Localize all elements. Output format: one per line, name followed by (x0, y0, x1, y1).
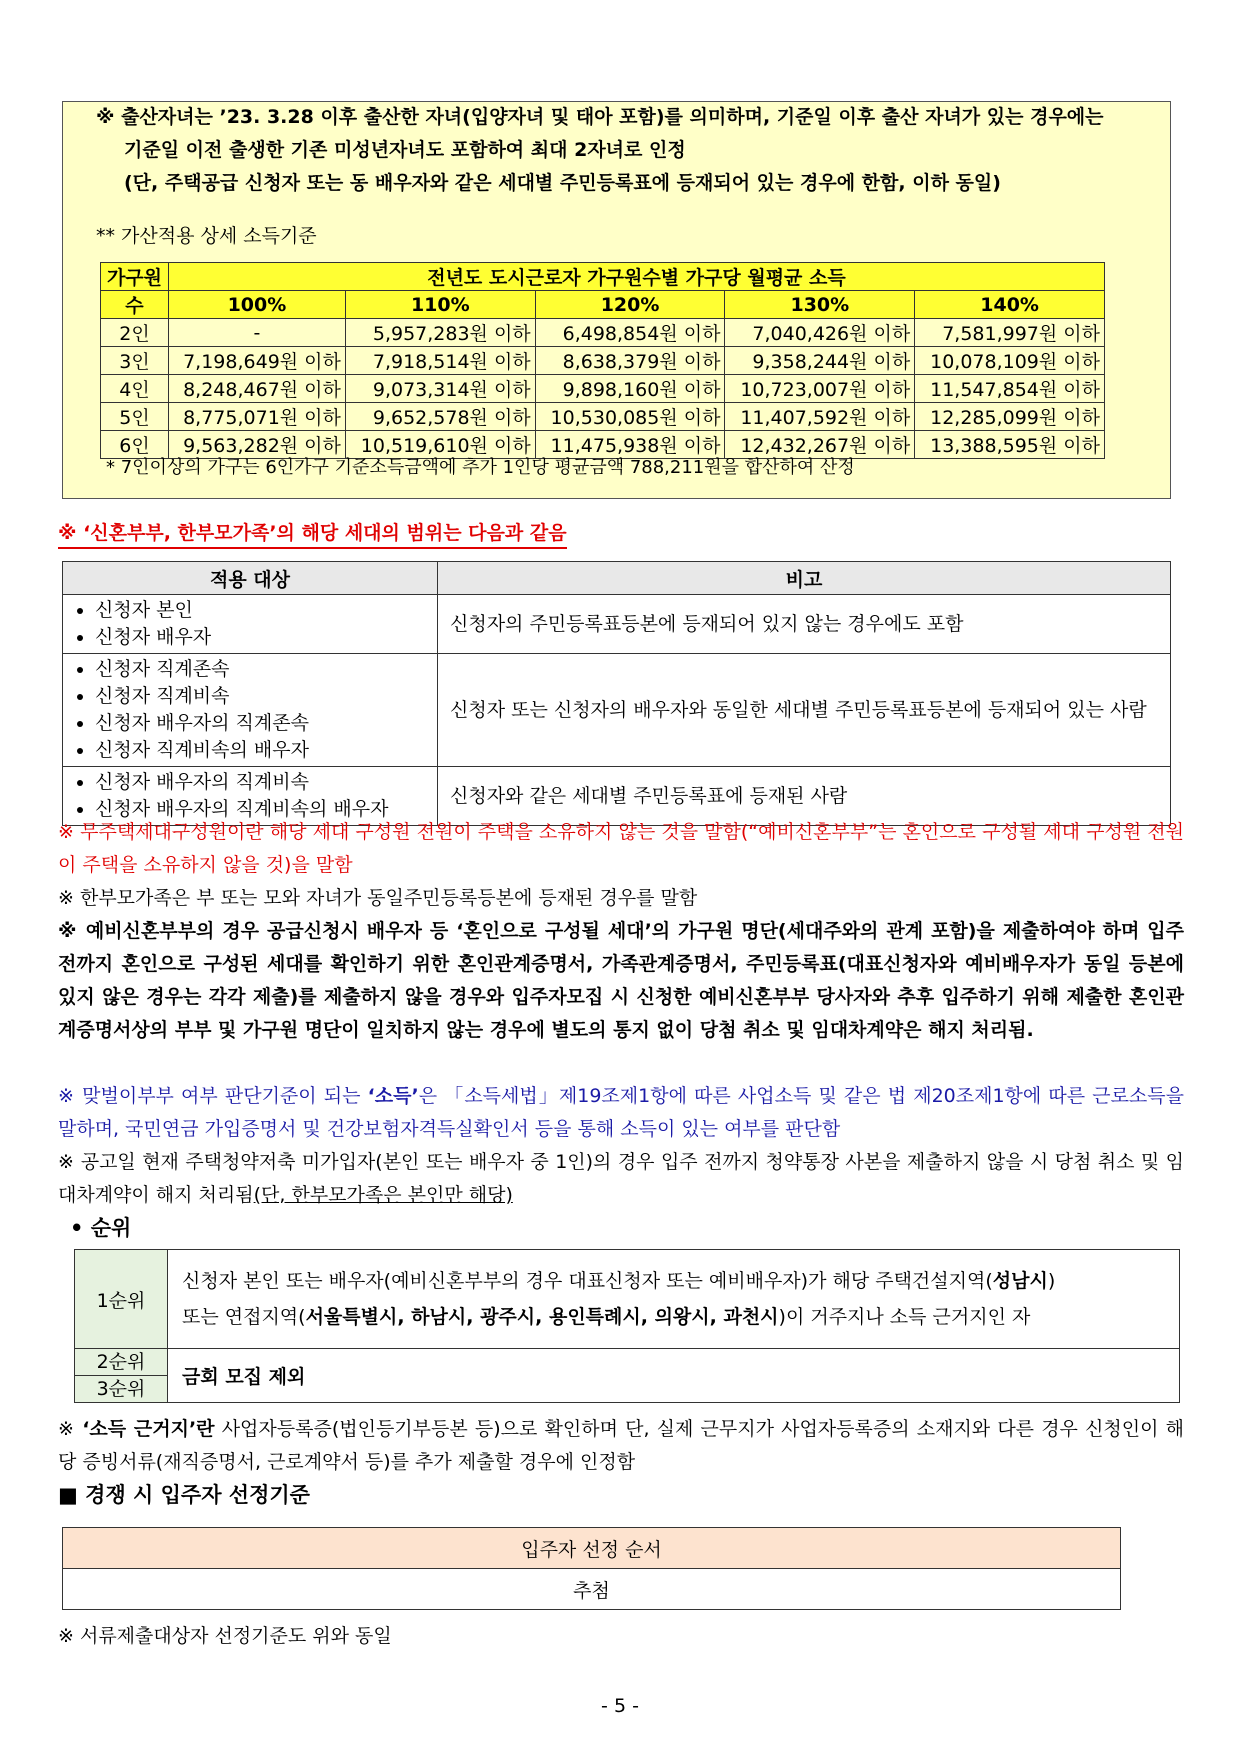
note-line: 기준일 이전 출생한 기존 미성년자녀도 포함하여 최대 2자녀로 인정 (124, 139, 686, 161)
subscription-note: ※ 공고일 현재 주택청약저축 미가입자(본인 또는 배우자 중 1인)의 경우 입주 전까지 청약통장 사본을 제출하지 않을 시 당첨 취소 및 임대차계약이 해지 처리됨(단, 한부모가족은 본인만 해당) (58, 1151, 1184, 1206)
table-row (101, 375, 1105, 403)
household-size-cell: 5인 (101, 403, 169, 431)
list-item: • 신청자 본인 (95, 597, 425, 624)
income-percent-header: 100% (168, 291, 345, 319)
household-size-header: 가구원 (101, 263, 169, 291)
selection-note: ※ 서류제출대상자 선정기준도 위와 동일 (58, 1625, 392, 1647)
income-value-cell: 9,652,578원 이하 (345, 403, 535, 431)
scope-col-remark: 비고 (438, 562, 1171, 595)
list-item: • 신청자 배우자의 직계비속 (95, 769, 425, 796)
income-table-title: 전년도 도시근로자 가구원수별 가구당 월평균 소득 (168, 263, 1104, 291)
selection-table (62, 1527, 1121, 1610)
income-value-cell: 11,407,592원 이하 (725, 403, 915, 431)
household-size-cell: 3인 (101, 347, 169, 375)
table-row (101, 319, 1105, 347)
income-detail-label: ** 가산적용 상세 소득기준 (96, 225, 317, 247)
income-value-cell: 7,581,997원 이하 (915, 319, 1105, 347)
scope-remark-cell: 신청자 또는 신청자의 배우자와 동일한 세대별 주민등록표등본에 등재되어 있는 사람 (438, 654, 1171, 767)
rank-heading: • 순위 (70, 1216, 132, 1240)
scope-heading: ※ ‘신혼부부, 한부모가족’의 해당 세대의 범위는 다음과 같음 (58, 519, 567, 549)
list-item: • 신청자 직계존속 (95, 656, 425, 683)
scope-remark-cell: 신청자의 주민등록표등본에 등재되어 있지 않는 경우에도 포함 (438, 595, 1171, 654)
income-value-cell: 9,358,244원 이하 (725, 347, 915, 375)
income-value-cell: 12,285,099원 이하 (915, 403, 1105, 431)
note-line: ※ 출산자녀는 ’23. 3.28 이후 출산한 자녀(입양자녀 및 태아 포함)를 의미하며, 기준일 이후 출산 자녀가 있는 경우에는 (96, 106, 1104, 128)
household-size-header: 수 (101, 291, 169, 319)
household-size-cell: 6인 (101, 431, 169, 459)
scope-targets-cell (63, 595, 438, 654)
single-parent-note: ※ 한부모가족은 부 또는 모와 자녀가 동일주민등록등본에 등재된 경우를 말함 (58, 887, 698, 909)
page-number: - 5 - (601, 1695, 639, 1717)
table-row (63, 595, 1171, 654)
income-value-cell: 8,638,379원 이하 (535, 347, 725, 375)
income-value-cell: 9,563,282원 이하 (168, 431, 345, 459)
rank-1-desc: 신청자 본인 또는 배우자(예비신혼부부의 경우 대표신청자 또는 예비배우자)가 해당 주택건설지역(성남시) 또는 연접지역(서울특별시, 하남시, 광주시, 용인특례시, 의왕시, 과천시)이 거주지나 소득 근거지인 자 (168, 1250, 1180, 1349)
income-value-cell: 10,519,610원 이하 (345, 431, 535, 459)
income-value-cell: 8,248,467원 이하 (168, 375, 345, 403)
scope-remark-cell: 신청자와 같은 세대별 주민등록표에 등재된 사람 (438, 767, 1171, 826)
income-value-cell: 7,040,426원 이하 (725, 319, 915, 347)
selection-heading: ■ 경쟁 시 입주자 선정기준 (58, 1483, 310, 1507)
rank-2-label: 2순위 (75, 1349, 168, 1376)
income-value-cell: 9,898,160원 이하 (535, 375, 725, 403)
income-value-cell: 10,078,109원 이하 (915, 347, 1105, 375)
income-value-cell: 12,432,267원 이하 (725, 431, 915, 459)
table-row (101, 347, 1105, 375)
income-percent-header: 140% (915, 291, 1105, 319)
income-value-cell: 9,073,314원 이하 (345, 375, 535, 403)
income-value-cell: 10,530,085원 이하 (535, 403, 725, 431)
income-percent-header: 120% (535, 291, 725, 319)
income-percent-header: 110% (345, 291, 535, 319)
table-row (63, 654, 1171, 767)
income-value-cell: 11,547,854원 이하 (915, 375, 1105, 403)
note-line: (단, 주택공급 신청자 또는 동 배우자와 같은 세대별 주민등록표에 등재되어 있는 경우에 한함, 이하 동일) (124, 172, 1001, 194)
household-size-cell: 4인 (101, 375, 169, 403)
income-value-cell: 8,775,071원 이하 (168, 403, 345, 431)
household-scope-table (62, 561, 1171, 826)
dual-income-note: ※ 맞벌이부부 여부 판단기준이 되는 ‘소득’은 「소득세법」제19조제1항에 따른 사업소득 및 같은 법 제20조제1항에 따른 근로소득을 말하며, 국민연금 가입증명서 및 건강보험자격득실확인서 등을 통해 소득이 있는 여부를 판단함 (58, 1085, 1184, 1140)
scope-targets-cell (63, 654, 438, 767)
table-row (101, 403, 1105, 431)
income-base-note: ※ ‘소득 근거지’란 사업자등록증(법인등기부등본 등)으로 확인하며 단, 실제 근무지가 사업자등록증의 소재지와 다른 경우 신청인이 해당 증빙서류(재직증명서, 근로계약서 등)를 추가 제출할 경우에 인정함 (58, 1418, 1184, 1473)
income-table (100, 262, 1105, 459)
income-value-cell: 6,498,854원 이하 (535, 319, 725, 347)
income-value-cell: - (168, 319, 345, 347)
income-value-cell: 7,198,649원 이하 (168, 347, 345, 375)
rank-2-3-desc: 금회 모집 제외 (168, 1349, 1180, 1403)
income-value-cell: 13,388,595원 이하 (915, 431, 1105, 459)
scope-col-target: 적용 대상 (63, 562, 438, 595)
rank-3-label: 3순위 (75, 1376, 168, 1403)
income-value-cell: 11,475,938원 이하 (535, 431, 725, 459)
birth-child-note (96, 101, 1176, 200)
list-item: • 신청자 배우자의 직계비속의 배우자 (95, 796, 425, 823)
income-value-cell: 10,723,007원 이하 (725, 375, 915, 403)
income-percent-header: 130% (725, 291, 915, 319)
rank-1-label: 1순위 (75, 1250, 168, 1349)
list-item: • 신청자 직계비속 (95, 683, 425, 710)
income-footnote: * 7인이상의 가구는 6인가구 기준소득금액에 추가 1인당 평균금액 788,211원을 합산하여 산정 (106, 457, 855, 478)
selection-value: 추첨 (63, 1569, 1121, 1610)
rank-table (74, 1249, 1180, 1403)
list-item: • 신청자 직계비속의 배우자 (95, 737, 425, 764)
income-value-cell: 5,957,283원 이하 (345, 319, 535, 347)
list-item: • 신청자 배우자의 직계존속 (95, 710, 425, 737)
no-house-note: ※ 무주택세대구성원이란 해당 세대 구성원 전원이 주택을 소유하지 않는 것을 말함(“예비신혼부부”는 혼인으로 구성될 세대 구성원 전원이 주택을 소유하지 않을 것)을 말함 (58, 821, 1184, 876)
list-item: • 신청자 배우자 (95, 624, 425, 651)
household-size-cell: 2인 (101, 319, 169, 347)
selection-head: 입주자 선정 순서 (63, 1528, 1121, 1569)
pre-newlywed-note: ※ 예비신혼부부의 경우 공급신청시 배우자 등 ‘혼인으로 구성될 세대’의 가구원 명단(세대주와의 관계 포함)을 제출하여야 하며 입주 전까지 혼인으로 구성된 세대를 확인하기 위한 혼인관계증명서, 가족관계증명서, 주민등록표(대표신청자와 예비배우자가 동일 등본에 있지 않은 경우는 각각 제출)를 제출하지 않을 경우와 입주자모집 시 신청한 예비신혼부부 당사자와 추후 입주하기 위해 제출한 혼인관계증명서상의 부부 및 가구원 명단이 일치하지 않는 경우에 별도의 통지 없이 당첨 취소 및 임대차계약은 해지 처리됨. (58, 920, 1184, 1041)
income-value-cell: 7,918,514원 이하 (345, 347, 535, 375)
